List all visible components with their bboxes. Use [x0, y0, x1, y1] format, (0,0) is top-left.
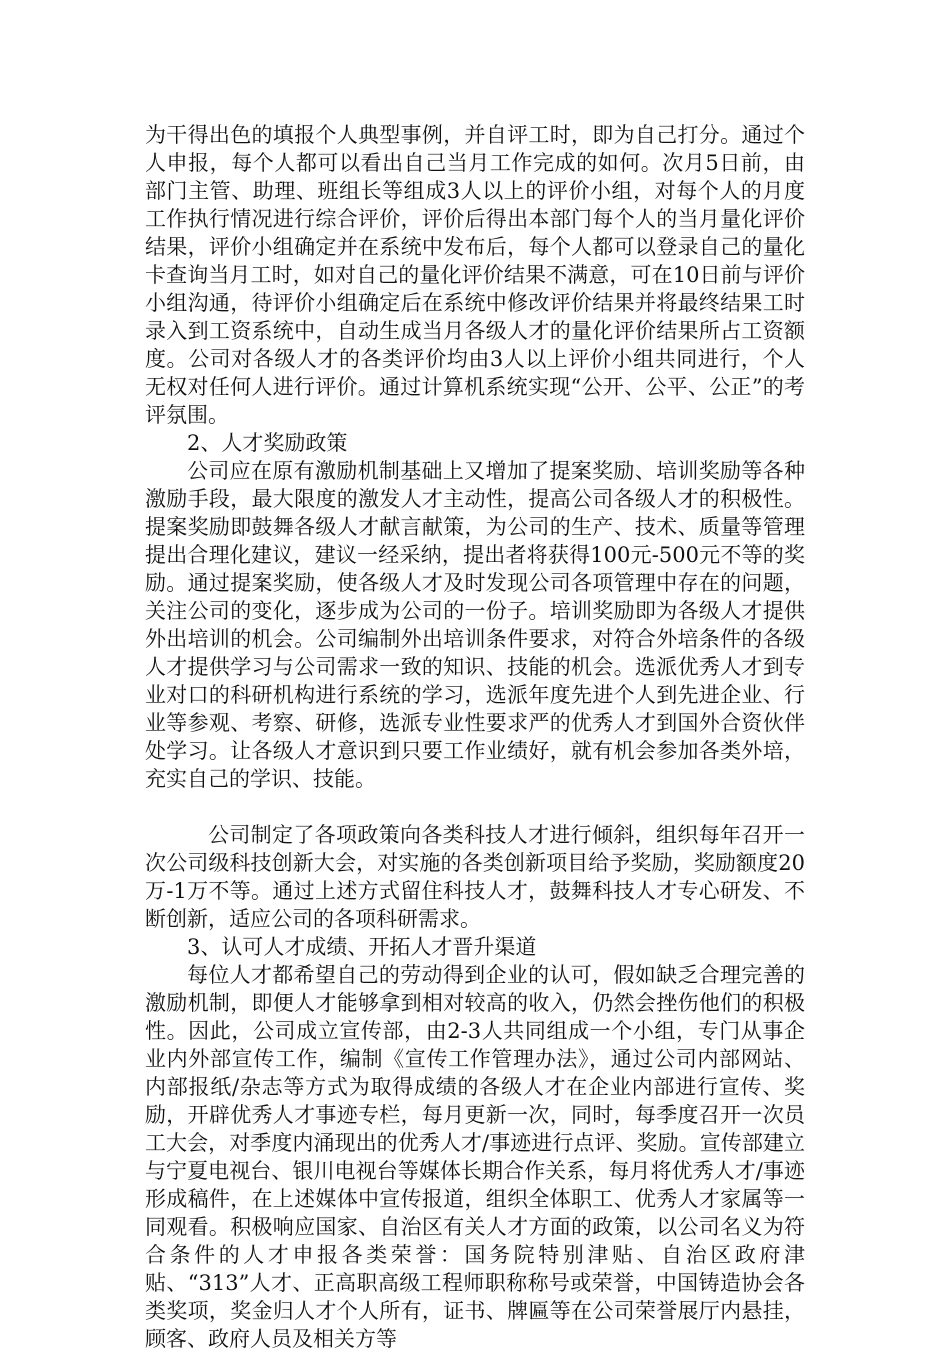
section-heading-reward-policy: 2、人才奖励政策: [187, 431, 348, 455]
document-page: [145, 121, 805, 1353]
paragraph-reward-policy: 公司应在原有激励机制基础上又增加了提案奖励、培训奖励等各种激励手段，最大限度的激发人才主动性，提高公司各级人才的积极性。提案奖励即鼓舞各级人才献言献策，为公司的生产、技术、质量等管理提出合理化建议，建议一经采纳，提出者将获得100元-500元不等的奖励。通过提案奖励，使各级人才及时发现公司各项管理中存在的问题，关注公司的变化，逐步成为公司的一份子。培训奖励即为各级人才提供外出培训的机会。公司编制外出培训条件要求，对符合外培条件的各级人才提供学习与公司需求一致的知识、技能的机会。选派优秀人才到专业对口的科研机构进行系统的学习，选派年度先进个人到先进企业、行业等参观、考察、研修，选派专业性要求严的优秀人才到国外合资伙伴处学习。让各级人才意识到只要工作业绩好，就有机会参加各类外培，充实自己的学识、技能。: [145, 459, 805, 791]
section-heading-recognition: 3、认可人才成绩、开拓人才晋升渠道: [187, 935, 537, 959]
paragraph-tech-talent: 公司制定了各项政策向各类科技人才进行倾斜，组织每年召开一次公司级科技创新大会，对实施的各类创新项目给予奖励，奖励额度20万-1万不等。通过上述方式留住科技人才，鼓舞科技人才专心研发、不断创新，适应公司的各项科研需求。: [145, 823, 805, 931]
paragraph-recognition: 每位人才都希望自己的劳动得到企业的认可，假如缺乏合理完善的激励机制，即便人才能够拿到相对较高的收入，仍然会挫伤他们的积极性。因此，公司成立宣传部，由2-3人共同组成一个小组，专门从事企业内外部宣传工作，编制《宣传工作管理办法》，通过公司内部网站、内部报纸/杂志等方式为取得成绩的各级人才在企业内部进行宣传、奖励，开辟优秀人才事迹专栏，每月更新一次，同时，每季度召开一次员工大会，对季度内涌现出的优秀人才/事迹进行点评、奖励。宣传部建立与宁夏电视台、银川电视台等媒体长期合作关系，每月将优秀人才/事迹形成稿件，在上述媒体中宣传报道，组织全体职工、优秀人才家属等一同观看。积极响应国家、自治区有关人才方面的政策，以公司名义为符合条件的人才申报各类荣誉：国务院特别津贴、自治区政府津贴、“313”人才、正高职高级工程师职称称号或荣誉，中国铸造协会各类奖项，奖金归人才个人所有，证书、牌匾等在公司荣誉展厅内悬挂，顾客、政府人员及相关方等: [145, 963, 805, 1351]
paragraph-evaluation: 为干得出色的填报个人典型事例，并自评工时，即为自己打分。通过个人申报，每个人都可以看出自己当月工作完成的如何。次月5日前，由部门主管、助理、班组长等组成3人以上的评价小组，对每个人的月度工作执行情况进行综合评价，评价后得出本部门每个人的当月量化评价结果，评价小组确定并在系统中发布后，每个人都可以登录自己的量化卡查询当月工时，如对自己的量化评价结果不满意，可在10日前与评价小组沟通，待评价小组确定后在系统中修改评价结果并将最终结果工时录入到工资系统中，自动生成当月各级人才的量化评价结果所占工资额度。公司对各级人才的各类评价均由3人以上评价小组共同进行，个人无权对任何人进行评价。通过计算机系统实现“公开、公平、公正”的考评氛围。: [145, 123, 805, 427]
blank-line: [145, 793, 805, 821]
